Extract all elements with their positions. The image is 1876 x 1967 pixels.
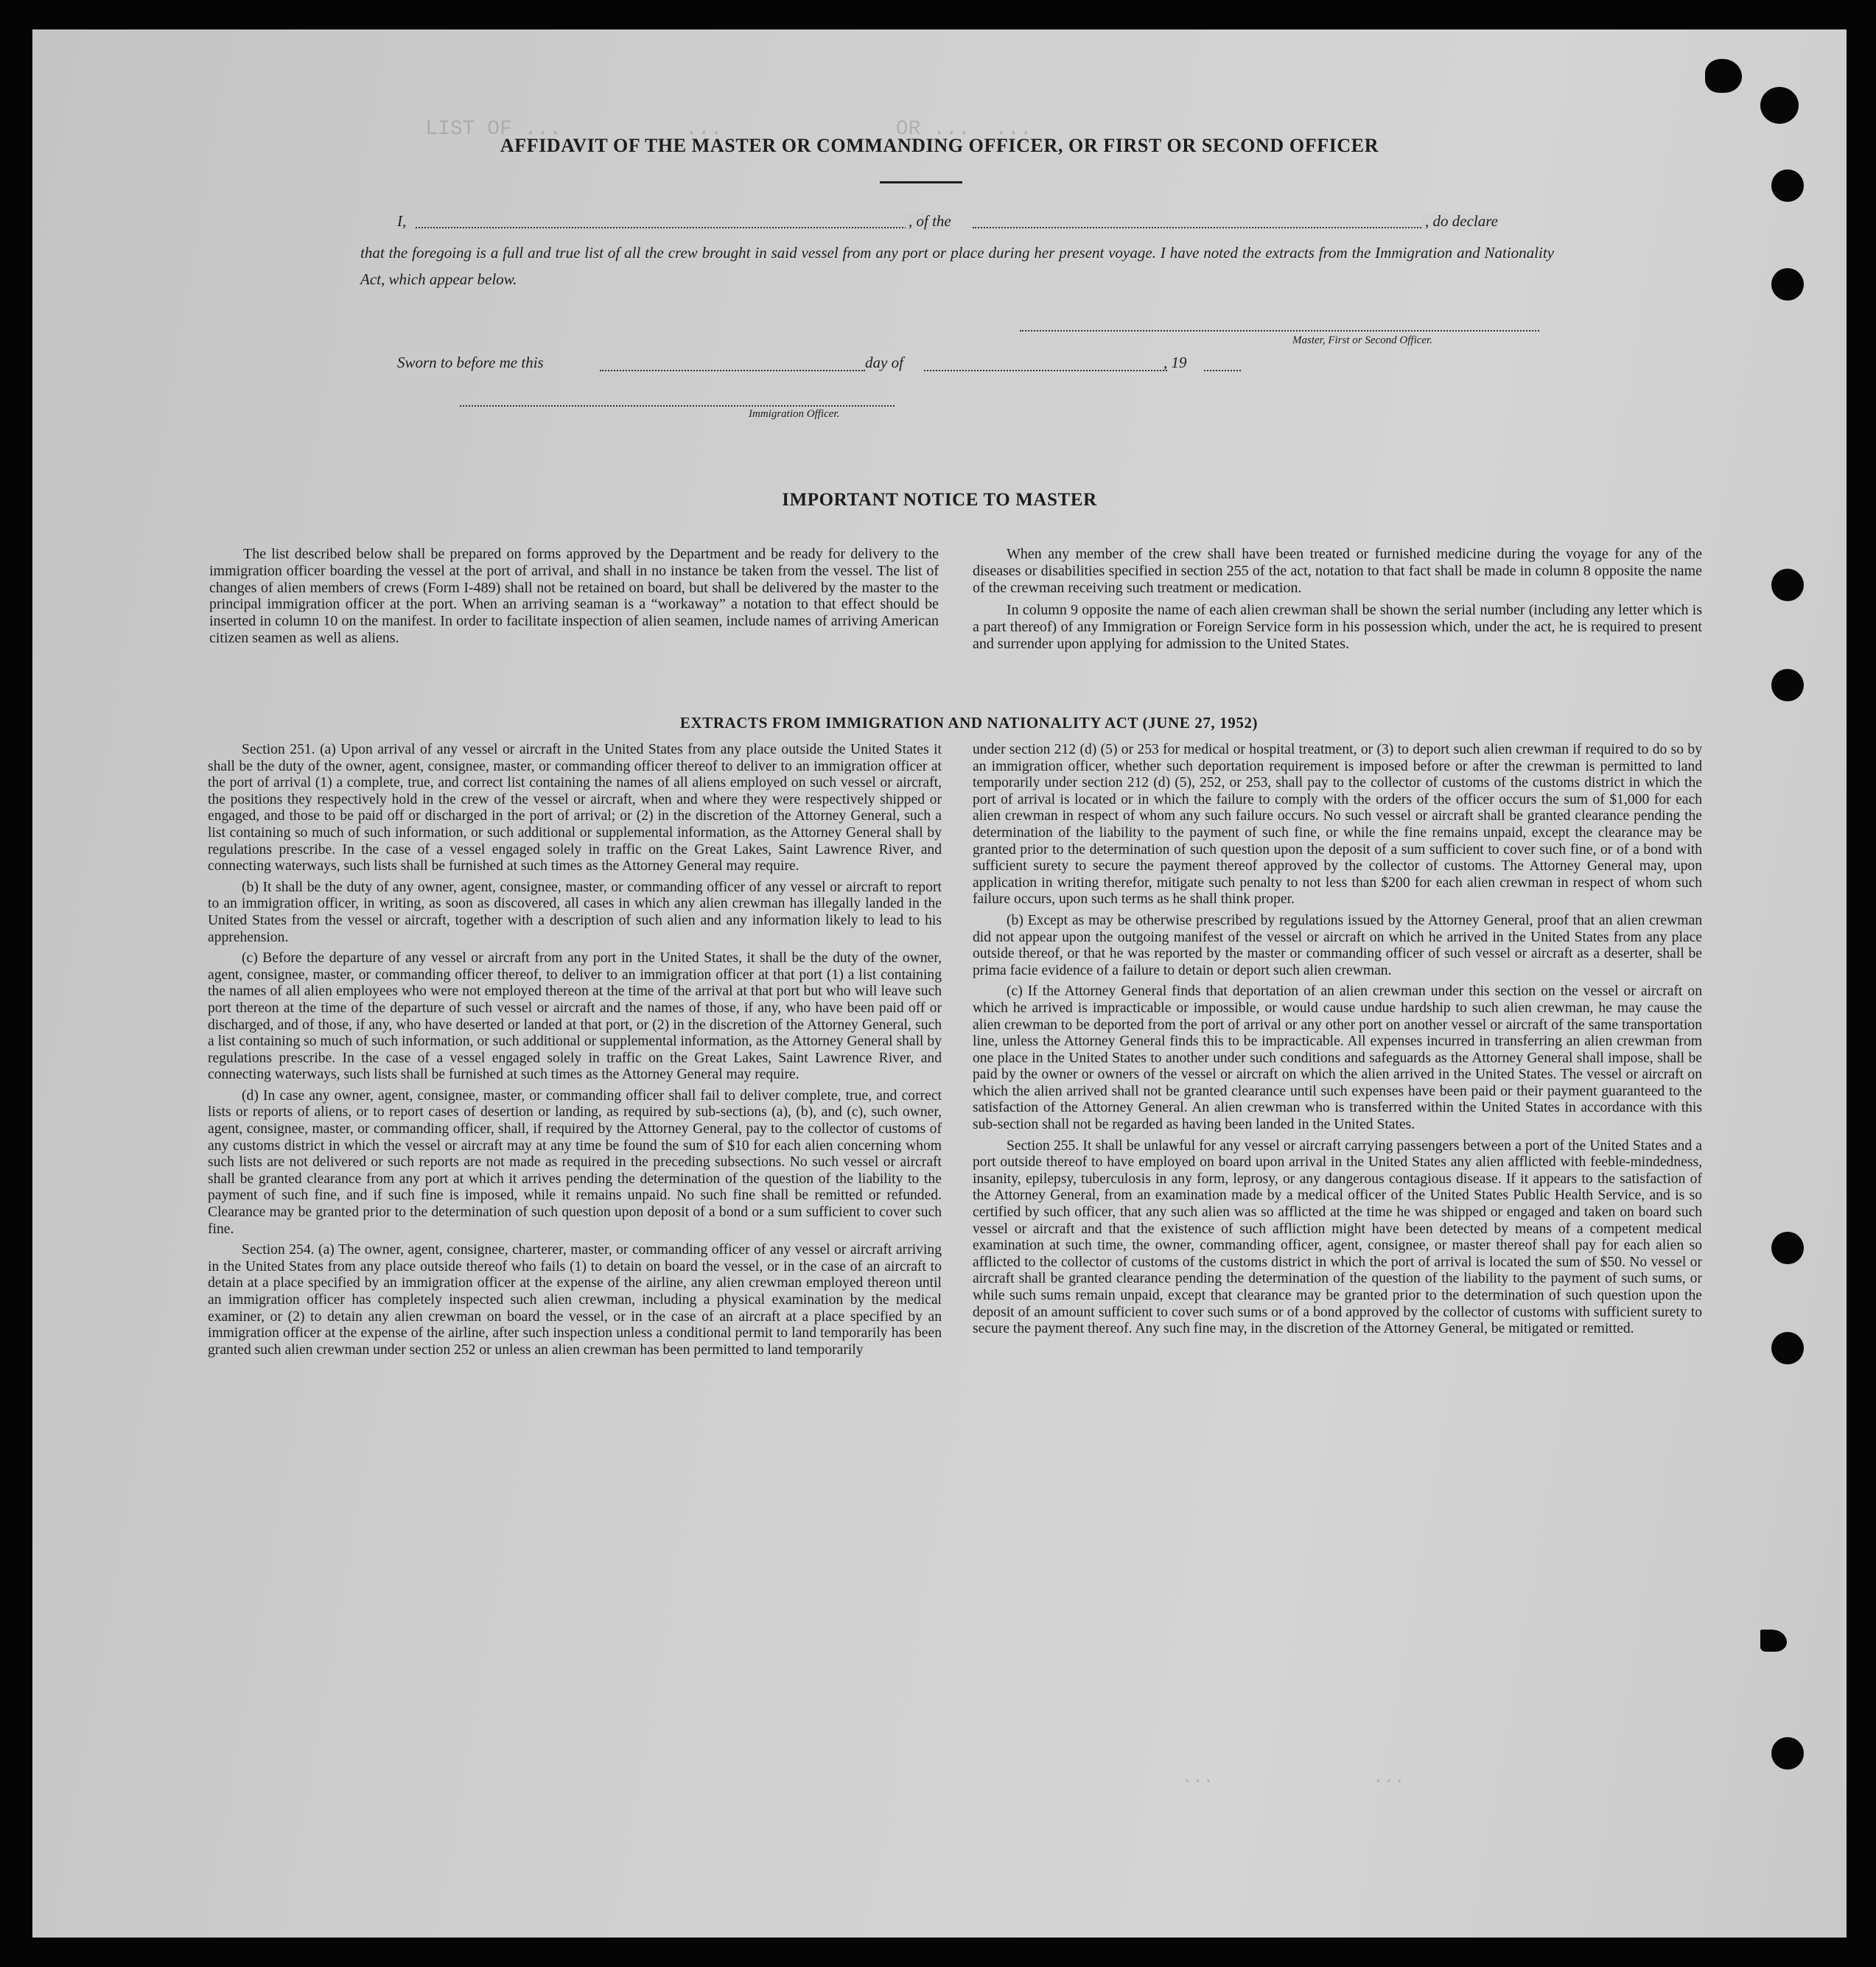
act-section-paragraph: (c) Before the departure of any vessel or aircraft from any port in the United States, it shall be the duty of the owner, agent, consignee, master, or commanding officer thereof, to deliver to an immigration officer at that port (1) a list containing the names of all alien employees who were not employed thereon at the time of the arrival at that port but who will leave such port thereon at the time of the departure of such vessel or aircraft and the names of those, if any, who have been paid off or discharged, and of those, if any, who have deserted or landed at that port, or (2) in the discretion of the Attorney General, such a list containing so much of such information, or such additional or supplemental information, as the Attorney General shall by regulations prescribe. In the case of a vessel engaged solely in traffic on the Great Lakes, Saint Lawrence River, and connecting waterways, such lists shall be furnished at such times as the Attorney General may require. <box>208 950 942 1083</box>
bleed-through-text: LIST OF ... ... OR ... ... <box>128 118 1032 141</box>
act-section-paragraph: (d) In case any owner, agent, consignee, master, or commanding officer shall fail to deliver complete, true, and correct lists or reports of aliens, or to report cases of desertion or landing, as required by sub-sections (a), (b), and (c), such owner, agent, consignee, master, or commanding officer, shall, if required by the Attorney General, pay to the collector of customs of any customs district in which the vessel or aircraft may at any time be found the sum of $10 for each alien concerning whom such lists are not delivered or such reports are not made as required in the preceding subsections. No such vessel or aircraft shall be granted clearance from any port at which it arrives pending the determination of the question of the liability to the payment of such fine, and if such fine is imposed, while it remains unpaid. No such fine shall be remitted or refunded. Clearance may be granted prior to the determination of such question upon deposit of a bond or a sum sufficient to cover such fine. <box>208 1087 942 1237</box>
act-section-paragraph: (b) Except as may be otherwise prescribed by regulations issued by the Attorney General, proof that an alien crewman did not appear upon the outgoing manifest of the vessel or aircraft on which he arrived in the United States from any place outside thereof, or that he was reported by the master or commanding officer of such vessel or aircraft as a deserter, shall be prima facie evidence of a failure to detain or deport such alien crewman. <box>973 912 1702 978</box>
act-section-paragraph: Section 255. It shall be unlawful for any vessel or aircraft carrying passengers between a port of the United States and a port outside thereof to have employed on board upon arrival in the United States any alien afflicted with feeble-mindedness, insanity, epilepsy, tuberculosis in any form, leprosy, or any dangerous contagious disease. If it appears to the satisfaction of the Attorney General, from an examination made by a medical officer of the United States Public Health Service, and is so certified by such officer, that any such alien was so afflicted at the time he was shipped or engaged and taken on board such vessel or aircraft and that the existence of such affliction might have been detected by means of a competent medical examination at such time, the owner, commanding officer, agent, consignee, or master thereof shall pay for each alien so afflicted to the collector of customs of the customs district in which the port of arrival is located the sum of $50. No vessel or aircraft shall be granted clearance pending the determination of the question of the liability to the payment of such sums, or while such sums remain unpaid, except that clearance may be granted prior to the determination of such question upon the deposit of an amount sufficient to cover such sums or of a bond approved by the collector of customs with sufficient surety to secure the payment thereof. Any such fine may, in the discretion of the Attorney General, be mitigated or remitted. <box>973 1137 1702 1337</box>
act-section-paragraph: (c) If the Attorney General finds that deportation of an alien crewman under this section on the vessel or aircraft on which he arrived is impracticable or impossible, or would cause undue hardship to such alien crewman, he may cause the alien crewman to be deported from the port of arrival or any other port on another vessel or aircraft of the same transportation line, unless the Attorney General finds this to be impracticable. All expenses incurred in transferring an alien crewman from one place in the United States to another under such conditions and safeguards as the Attorney General shall impose, shall be paid by the owner or owners of the vessel or aircraft on which the alien arrived in the United States. The vessel or aircraft on which the alien arrived shall not be granted clearance until such expenses have been paid or their payment guaranteed to the satisfaction of the Attorney General. An alien crewman who is transferred within the United States in accordance with this sub-section shall not be regarded as having been landed in the United States. <box>973 984 1702 1133</box>
notice-title: IMPORTANT NOTICE TO MASTER <box>782 490 1097 510</box>
notice-right-column <box>973 546 1702 657</box>
master-signature-field[interactable] <box>1020 330 1539 332</box>
immigration-officer-caption: Immigration Officer. <box>749 408 840 420</box>
declarant-name-field[interactable] <box>416 227 939 228</box>
sworn-day-field[interactable] <box>600 370 865 371</box>
bleed-through-text: ... ... <box>1182 1768 1405 1788</box>
extracts-left-column <box>208 742 942 1363</box>
punch-hole <box>1760 1630 1787 1652</box>
vessel-name-field[interactable] <box>973 227 1444 228</box>
year-label: , 19 <box>1163 354 1187 371</box>
punch-hole <box>1771 169 1804 202</box>
title-rule <box>880 181 962 183</box>
act-section-paragraph: Section 251. (a) Upon arrival of any vessel or aircraft in the United States from any place outside the United States it shall be the duty of the owner, agent, consignee, master, or commanding officer thereof to deliver to an immigration officer at the port of arrival (1) a complete, true, and correct list containing the names of all aliens employed on such vessel or aircraft, the positions they respectively hold in the crew of the vessel or aircraft, when and where they were respectively shipped or engaged, and those to be paid off or discharged in the port of arrival; or (2) in the discretion of the Attorney General, such a list containing so much of such information, or such additional or supplemental information, as the Attorney General shall by regulations prescribe. In the case of a vessel engaged solely in traffic on the Great Lakes, Saint Lawrence River, and connecting waterways, such lists shall be furnished at such times as the Attorney General may require. <box>208 742 942 874</box>
vessel-label: , of the <box>906 212 951 231</box>
punch-hole <box>1771 1232 1804 1264</box>
punch-hole <box>1771 569 1804 601</box>
document-page <box>32 29 1847 1938</box>
punch-hole <box>1771 1737 1804 1770</box>
notice-paragraph: The list described below shall be prepared on forms approved by the Department and be ready for delivery to the immigration officer boarding the vessel at the port of arrival, and shall in no instance be taken from the vessel. The list of changes of alien members of crews (Form I-489) shall not be retained on board, but shall be delivered by the master to the principal immigration officer at the port. When an arriving seaman is a “workaway” a notation to that effect should be inserted in column 10 on the manifest. In order to facilitate inspection of alien seamen, include names of arriving American citizen seamen as well as aliens. <box>209 546 939 646</box>
act-section-paragraph: (b) It shall be the duty of any owner, agent, consignee, master, or commanding officer of any vessel or aircraft to report to an immigration officer, in writing, as soon as discovered, all cases in which any alien crewman has illegally landed in the United States from the vessel or aircraft, together with a description of such alien and any information likely to lead to his apprehension. <box>208 879 942 945</box>
notice-left-column <box>209 546 939 651</box>
extracts-right-column <box>973 742 1702 1342</box>
extracts-title: EXTRACTS FROM IMMIGRATION AND NATIONALITY ACT (JUNE 27, 1952) <box>679 714 1259 732</box>
master-signature-caption: Master, First or Second Officer. <box>1292 334 1432 346</box>
punch-hole <box>1760 87 1799 124</box>
notice-paragraph: When any member of the crew shall have been treated or furnished medicine during the voyage for any of the diseases or disabilities specified in section 255 of the act, notation to that fact shall be made in column 8 opposite the name of the crewman receiving such treatment or medication. <box>973 546 1702 596</box>
act-section-paragraph: Section 254. (a) The owner, agent, consignee, charterer, master, or commanding officer of any vessel or aircraft arriving in the United States from any place outside thereof who fails (1) to detain on board the vessel, or in the case of an aircraft to detain at a place specified by an immigration officer at the expense of the airline, any alien crewman employed thereon until an immigration officer has completely inspected such alien crewman, including a physical examination by the medical examiner, or (2) to detain any alien crewman on board the vessel, or in the case of an aircraft at a place specified by an immigration officer at the expense of the airline, after such inspection unless a conditional permit to land temporarily has been granted such alien crewman under section 252 or unless an alien crewman has been permitted to land temporarily <box>208 1242 942 1358</box>
day-of-label: day of <box>865 354 903 371</box>
affidavit-title: AFFIDAVIT OF THE MASTER OR COMMANDING OFFICER, OR FIRST OR SECOND OFFICER <box>500 135 1379 156</box>
notice-paragraph: In column 9 opposite the name of each alien crewman shall be shown the serial number (including any letter which is a part thereof) of any Immigration or Foreign Service form in his possession which, under the act, he is required to present and surrender upon applying for admission to the United States. <box>973 602 1702 652</box>
act-section-paragraph: under section 212 (d) (5) or 253 for medical or hospital treatment, or (3) to deport such alien crewman if required to do so by an immigration officer, whether such deportation requirement is imposed before or after the crewman is permitted to land temporarily under section 212 (d) (5), 252, or 253, shall pay to the collector of customs of the customs district in which the port of arrival is located or in which the failure to comply with the orders of the officer occurs the sum of $1,000 for each alien crewman in respect of whom any such failure occurs. No such vessel or aircraft shall be granted clearance pending the determination of the liability to the payment of such fine, or while the fine remains unpaid, except the clearance may be granted prior to the determination of such question upon the deposit of a sum sufficient to cover such fine, or of a bond with sufficient surety to secure the payment thereof approved by the collector of customs. The Attorney General may, upon application in writing therefor, mitigate such penalty to not less than $200 for each alien crewman in respect of whom such failure occurs, upon such terms as he shall think proper. <box>973 742 1702 908</box>
immigration-officer-signature-field[interactable] <box>460 405 895 407</box>
punch-hole <box>1771 1332 1804 1364</box>
affidavit-statement: that the foregoing is a full and true list of all the crew brought in said vessel from any port or place during her present voyage. I have noted the extracts from the Immigration and Nationality Act, which appear below. <box>360 244 1554 288</box>
sworn-year-field[interactable] <box>1204 370 1241 371</box>
sworn-month-field[interactable] <box>924 370 1167 371</box>
declarant-label: I, <box>397 212 407 230</box>
declare-label: , do declare <box>1422 212 1498 231</box>
sworn-label: Sworn to before me this <box>397 354 544 371</box>
punch-hole <box>1771 268 1804 301</box>
punch-hole <box>1705 59 1742 93</box>
punch-hole <box>1771 669 1804 701</box>
